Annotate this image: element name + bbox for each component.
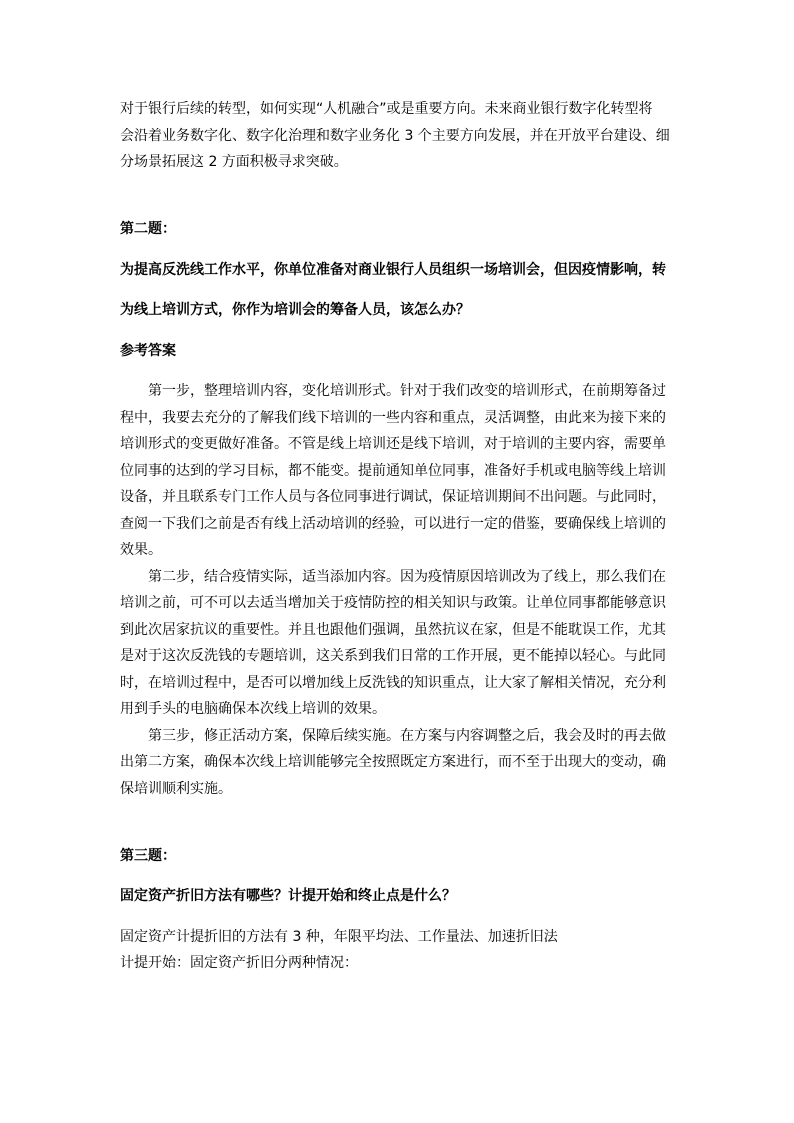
question-3-answer-line-1: 固定资产计提折旧的方法有 3 种，年限平均法、工作量法、加速折旧法 <box>120 928 558 945</box>
spacer <box>120 802 676 829</box>
question-2-label: 第二题： <box>120 221 176 237</box>
question-3-label: 第三题： <box>120 847 176 864</box>
intro-line-3: 分场景拓展这 2 方面积极寻求突破。 <box>120 154 348 170</box>
question-3-answer-line-2: 计提开始：固定资产折旧分两种情况： <box>120 955 358 971</box>
question-2-text-line-2: 为线上培训方式，你作为培训会的筹备人员，该怎么办？ <box>120 302 470 318</box>
answer-label: 参考答案 <box>120 342 176 359</box>
step-2-line-3: 到此次居家抗议的重要性。并且也跟他们强调，虽然抗议在家，但是不能耽误工作，尤其 <box>120 621 666 638</box>
step-3-line-3: 保培训顺利实施。 <box>120 780 232 797</box>
step-1-line-5: 设备，并且联系专门工作人员与各位同事进行调试，保证培训期间不出问题。与此同时， <box>120 489 666 505</box>
step-2-line-6: 用到手头的电脑确保本次线上培训的效果。 <box>120 701 386 717</box>
document-page <box>120 96 676 977</box>
step-1-line-1: 第一步，整理培训内容，变化培训形式。针对于我们改变的培训形式，在前期筹备过 <box>148 383 666 399</box>
step-1-line-7: 效果。 <box>120 542 162 558</box>
intro-line-1: 对于银行后续的转型，如何实现“人机融合”或是重要方向。未来商业银行数字化转型将 <box>120 101 653 117</box>
step-1-line-3: 培训形式的变更做好准备。不管是线上培训还是线下培训，对于培训的主要内容，需要单 <box>120 436 666 452</box>
step-3-line-2: 出第二方案，确保本次线上培训能够完全按照既定方案进行，而不至于出现大的变动，确 <box>120 754 666 770</box>
step-1-line-2: 程中，我要去充分的了解我们线下培训的一些内容和重点，灵活调整，由此来为接下来的 <box>120 409 666 426</box>
step-1-line-6: 查阅一下我们之前是否有线上活动培训的经验，可以进行一定的借鉴，要确保线上培训的 <box>120 515 666 532</box>
question-3-text: 固定资产折旧方法有哪些？计提开始和终止点是什么？ <box>120 888 456 904</box>
step-2-line-4: 是对于这次反洗钱的专题培训，这关系到我们日常的工作开展，更不能掉以轻心。与此同 <box>120 648 666 664</box>
step-2-line-1: 第二步，结合疫情实际，适当添加内容。因为疫情原因培训改为了线上，那么我们在 <box>148 568 666 585</box>
step-3-line-1: 第三步，修正活动方案，保障后续实施。在方案与内容调整之后，我会及时的再去做 <box>148 727 666 744</box>
intro-line-2: 会沿着业务数字化、数字化治理和数字业务化 3 个主要方向发展，并在开放平台建设、细 <box>120 127 670 144</box>
question-2-text-line-1: 为提高反洗线工作水平，你单位准备对商业银行人员组织一场培训会，但因疫情影响，转 <box>120 261 666 278</box>
step-2-line-5: 时，在培训过程中，是否可以增加线上反洗钱的知识重点，让大家了解相关情况，充分利 <box>120 674 666 691</box>
step-2-line-2: 培训之前，可不可以去适当增加关于疫情防控的相关知识与政策。让单位同事都能够意识 <box>120 595 666 611</box>
spacer <box>120 176 676 203</box>
step-1-line-4: 位同事的达到的学习目标，都不能变。提前通知单位同事，准备好手机或电脑等线上培训 <box>120 462 666 479</box>
